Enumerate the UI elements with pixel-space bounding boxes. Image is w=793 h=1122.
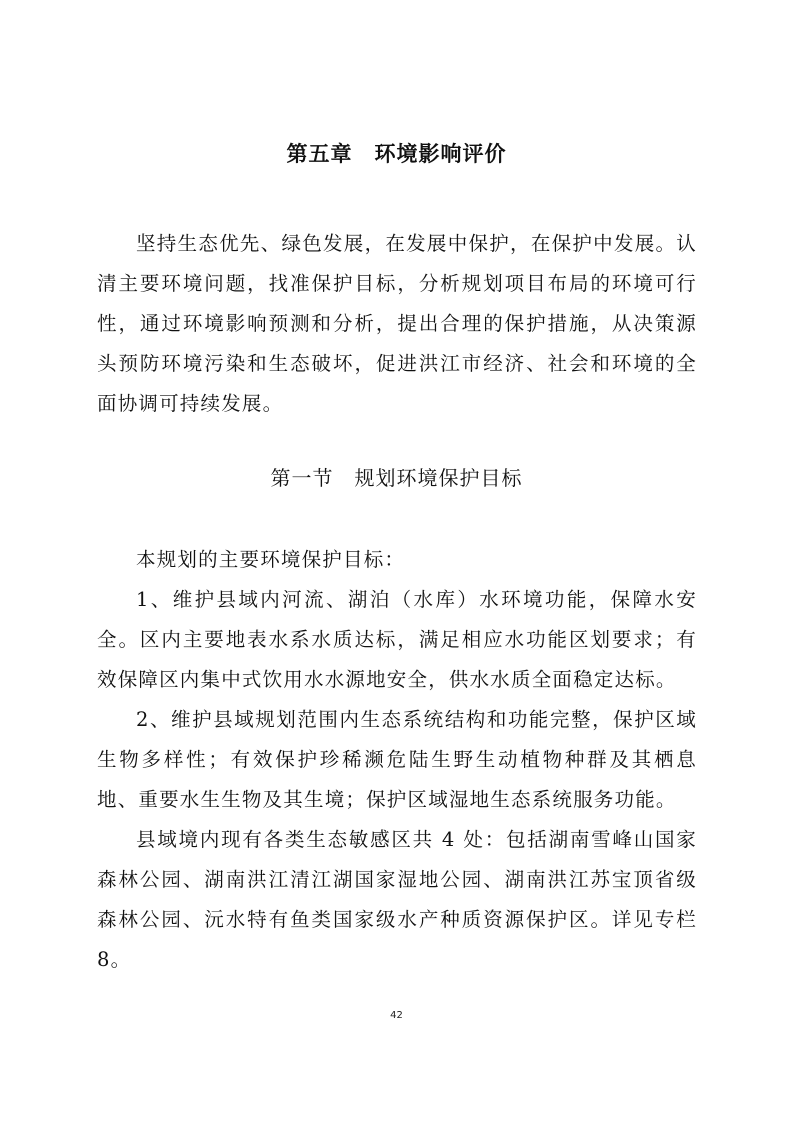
page-number: 42 (390, 1010, 403, 1021)
section-body (97, 540, 697, 980)
intro-paragraph-block (97, 224, 697, 424)
section-title: 第一节 规划环境保护目标 (270, 466, 523, 490)
paragraph-sensitive-areas: 县域境内现有各类生态敏感区共 4 处：包括湖南雪峰山国家森林公园、湖南洪江清江湖国家湿地公园、湖南洪江苏宝顶省级森林公园、沅水特有鱼类国家级水产种质资源保护区。详见专栏 8。 (97, 828, 697, 971)
intro-paragraph: 坚持生态优先、绿色发展，在发展中保护，在保护中发展。认清主要环境问题，找准保护目标，分析规划项目布局的环境可行性，通过环境影响预测和分析，提出合理的保护措施，从决策源头预防环境污染和生态破坏，促进洪江市经济、社会和环境的全面协调可持续发展。 (97, 232, 697, 415)
paragraph-objective-1: 1、维护县域内河流、湖泊（水库）水环境功能，保障水安全。区内主要地表水系水质达标，满足相应水功能区划要求；有效保障区内集中式饮用水水源地安全，供水水质全面稳定达标。 (97, 588, 697, 691)
paragraph-objective-2: 2、维护县域规划范围内生态系统结构和功能完整，保护区域生物多样性；有效保护珍稀濒危陆生野生动植物种群及其栖息地、重要水生生物及其生境；保护区域湿地生态系统服务功能。 (97, 708, 697, 811)
paragraph-objectives-lead: 本规划的主要环境保护目标： (136, 548, 406, 571)
chapter-title: 第五章 环境影响评价 (286, 142, 507, 166)
